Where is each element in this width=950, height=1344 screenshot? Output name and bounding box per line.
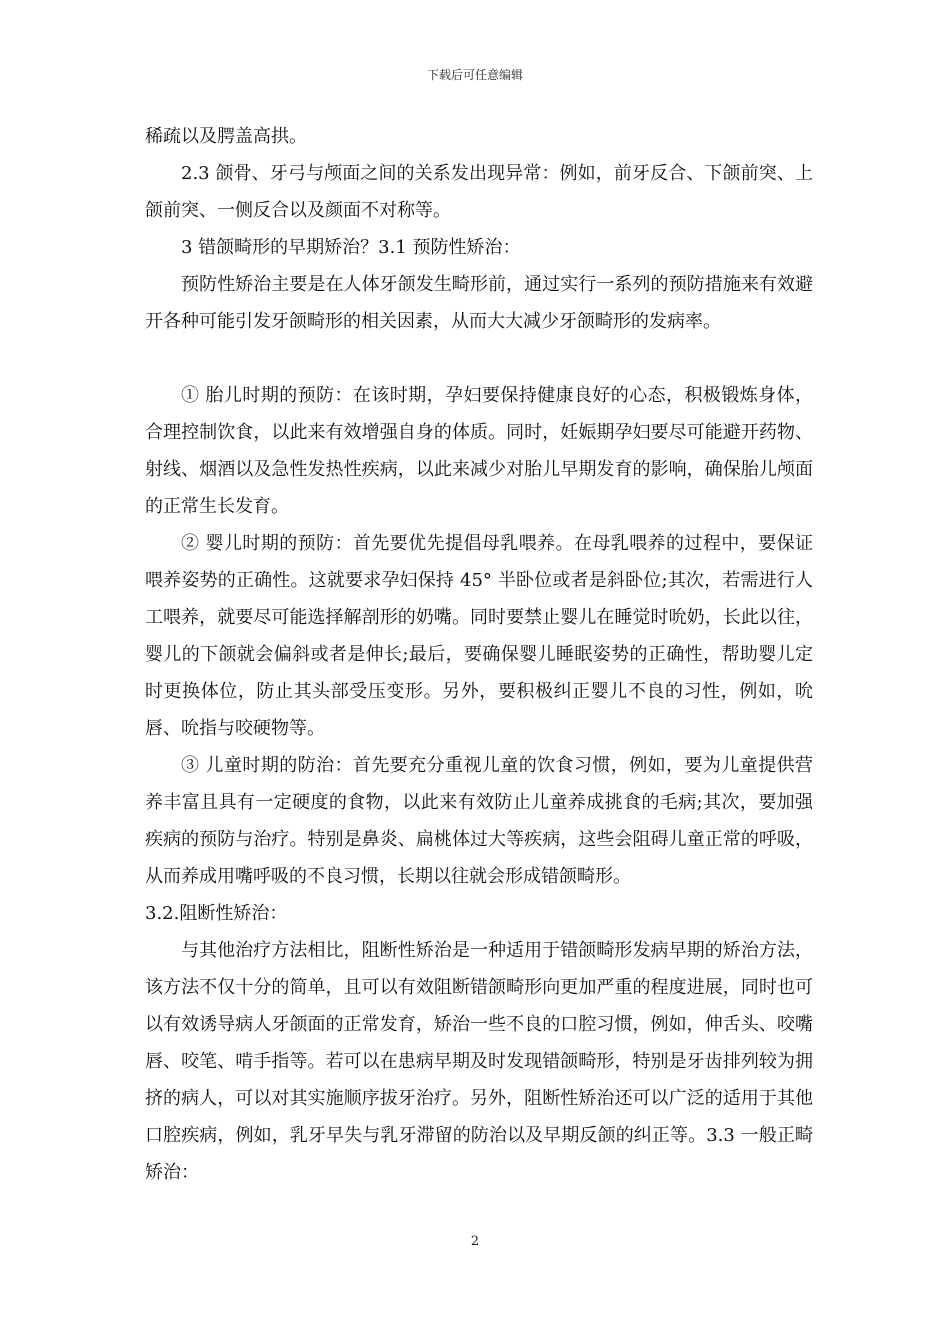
paragraph: 预防性矫治主要是在人体牙颌发生畸形前，通过实行一系列的预防措施来有效避开各种可能引发牙颌畸形的相关因素，从而大大减少牙颌畸形的发病率。 [145,274,813,332]
paragraph: 3 错颌畸形的早期矫治？3.1 预防性矫治： [181,237,521,258]
paragraph: 2.3 颌骨、牙弓与颅面之间的关系发出现异常：例如，前牙反合、下颌前突、上颌前突、一侧反合以及颜面不对称等。 [145,163,813,221]
paragraph: ③ 儿童时期的防治：首先要充分重视儿童的饮食习惯，例如，要为儿童提供营养丰富且具有一定硬度的食物，以此来有效防止儿童养成挑食的毛病;其次，要加强疾病的预防与治疗。特别是鼻炎、扁桃体过大等疾病，这些会阻碍儿童正常的呼吸，从而养成用嘴呼吸的不良习惯，长期以往就会形成错颌畸形。 [145,755,813,887]
paragraph: ② 婴儿时期的预防：首先要优先提倡母乳喂养。在母乳喂养的过程中，要保证喂养姿势的正确性。这就要求孕妇保持 45° 半卧位或者是斜卧位;其次，若需进行人工喂养，就要尽可能选择解剖形的奶嘴。同时要禁止婴儿在睡觉时吮奶，长此以往，婴儿的下颌就会偏斜或者是伸长;最后，要确保婴儿睡眠姿势的正确性，帮助婴儿定时更换体位，防止其头部受压变形。另外，要积极纠正婴儿不良的习性，例如，吮唇、吮指与咬硬物等。 [145,533,813,739]
paragraph: ① 胎儿时期的预防：在该时期，孕妇要保持健康良好的心态，积极锻炼身体，合理控制饮食，以此来有效增强自身的体质。同时，妊娠期孕妇要尽可能避开药物、射线、烟酒以及急性发热性疾病，以此来减少对胎儿早期发育的影响，确保胎儿颅面的正常生长发育。 [145,385,813,517]
paragraph: 3.2.阻断性矫治： [145,903,288,924]
paragraph: 与其他治疗方法相比，阻断性矫治是一种适用于错颌畸形发病早期的矫治方法，该方法不仅十分的简单，且可以有效阻断错颌畸形向更加严重的程度进展，同时也可以有效诱导病人牙颌面的正常发育，矫治一些不良的口腔习惯，例如，伸舌头、咬嘴唇、咬笔、啃手指等。若可以在患病早期及时发现错颌畸形，特别是牙齿排列较为拥挤的病人，可以对其实施顺序拔牙治疗。另外，阻断性矫治还可以广泛的适用于其他口腔疾病，例如，乳牙早失与乳牙滞留的防治以及早期反颌的纠正等。3.3 一般正畸矫治： [145,940,813,1183]
page-header: 下载后可任意编辑 [426,68,523,82]
paragraph: 稀疏以及腭盖高拱。 [145,126,307,147]
document-body [145,118,813,1191]
blank-line [145,340,813,377]
page-number: 2 [470,1234,480,1249]
